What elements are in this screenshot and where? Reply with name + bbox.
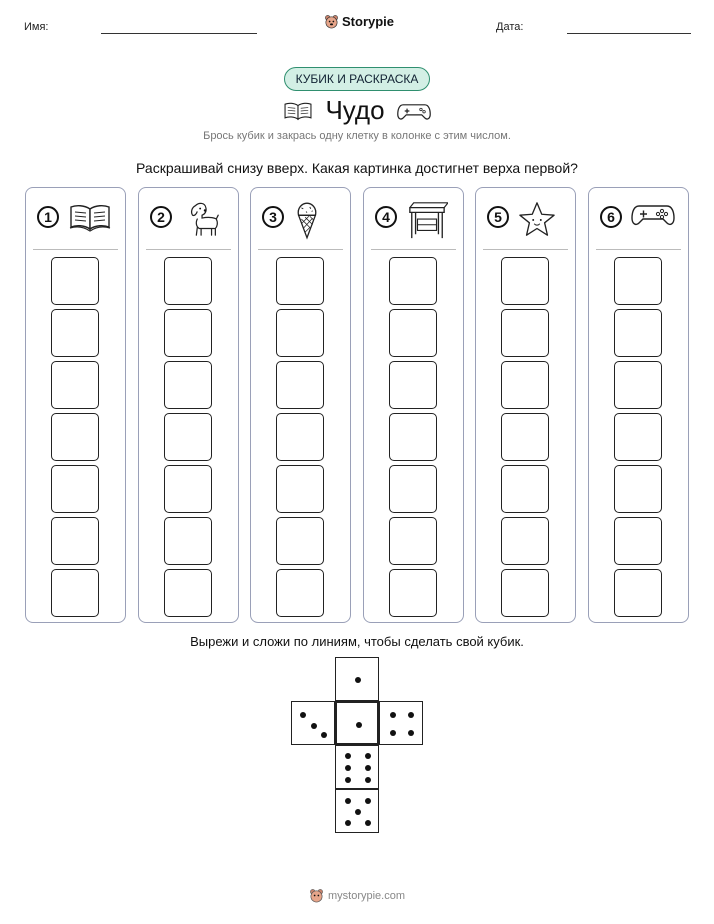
die-face-1 bbox=[335, 657, 379, 701]
color-cell[interactable] bbox=[276, 257, 324, 305]
column-divider bbox=[483, 249, 568, 250]
color-cell[interactable] bbox=[51, 465, 99, 513]
footer-url[interactable]: mystorypie.com bbox=[327, 889, 406, 902]
column-3 bbox=[250, 187, 351, 623]
column-divider bbox=[371, 249, 456, 250]
column-6 bbox=[588, 187, 689, 623]
die-pip bbox=[345, 765, 351, 771]
gamepad-icon bbox=[631, 200, 675, 236]
die-pip bbox=[390, 730, 396, 736]
book-icon bbox=[283, 100, 313, 122]
column-divider bbox=[258, 249, 343, 250]
column-divider bbox=[33, 249, 118, 250]
die-pip bbox=[345, 798, 351, 804]
column-number: 5 bbox=[487, 206, 509, 228]
gamepad-icon bbox=[397, 100, 431, 122]
column-header bbox=[251, 200, 350, 240]
column-header bbox=[476, 200, 575, 240]
column-2 bbox=[138, 187, 239, 623]
date-line[interactable] bbox=[567, 33, 691, 34]
color-cell[interactable] bbox=[51, 413, 99, 461]
color-cell[interactable] bbox=[164, 413, 212, 461]
storypie-logo bbox=[324, 14, 394, 29]
color-cell[interactable] bbox=[389, 517, 437, 565]
cut-instruction: Вырежи и сложи по линиям, чтобы сделать свой кубик. bbox=[190, 634, 524, 649]
color-cell[interactable] bbox=[276, 517, 324, 565]
desk-icon bbox=[406, 200, 450, 236]
color-cell[interactable] bbox=[276, 569, 324, 617]
color-cell[interactable] bbox=[389, 413, 437, 461]
color-cell[interactable] bbox=[164, 569, 212, 617]
title-row bbox=[0, 95, 714, 126]
die-pip bbox=[345, 777, 351, 783]
color-cell[interactable] bbox=[164, 361, 212, 409]
color-cell[interactable] bbox=[51, 361, 99, 409]
column-5 bbox=[475, 187, 576, 623]
color-cell[interactable] bbox=[501, 465, 549, 513]
dog-icon bbox=[181, 200, 225, 236]
column-1 bbox=[25, 187, 126, 623]
logo-text: Storypie bbox=[342, 14, 395, 29]
color-cell[interactable] bbox=[501, 517, 549, 565]
color-cell[interactable] bbox=[276, 309, 324, 357]
color-cell[interactable] bbox=[389, 361, 437, 409]
die-pip bbox=[365, 798, 371, 804]
color-cell[interactable] bbox=[614, 413, 662, 461]
name-line[interactable] bbox=[101, 33, 257, 34]
die-pip bbox=[300, 712, 306, 718]
die-pip bbox=[355, 809, 361, 815]
color-cell[interactable] bbox=[276, 361, 324, 409]
color-cell[interactable] bbox=[51, 257, 99, 305]
column-header bbox=[26, 200, 125, 240]
color-cell[interactable] bbox=[51, 517, 99, 565]
die-pip bbox=[311, 723, 317, 729]
column-number: 6 bbox=[600, 206, 622, 228]
die-face-4 bbox=[379, 701, 423, 745]
color-cell[interactable] bbox=[389, 465, 437, 513]
die-pip bbox=[345, 820, 351, 826]
color-cell[interactable] bbox=[501, 361, 549, 409]
die-pip bbox=[321, 732, 327, 738]
color-cell[interactable] bbox=[614, 569, 662, 617]
die-pip bbox=[408, 712, 414, 718]
date-label: Дата: bbox=[496, 21, 524, 33]
color-cell[interactable] bbox=[51, 569, 99, 617]
die-pip bbox=[345, 753, 351, 759]
die-pip bbox=[365, 820, 371, 826]
bear-icon bbox=[309, 888, 324, 903]
die-pip bbox=[408, 730, 414, 736]
die-face-5 bbox=[335, 789, 379, 833]
die-pip bbox=[365, 777, 371, 783]
die-face-1 bbox=[335, 701, 379, 745]
name-label: Имя: bbox=[24, 21, 49, 33]
color-cell[interactable] bbox=[164, 465, 212, 513]
color-cell[interactable] bbox=[389, 309, 437, 357]
footer bbox=[0, 888, 714, 903]
color-cell[interactable] bbox=[614, 517, 662, 565]
column-header bbox=[364, 200, 463, 240]
ice-cream-icon bbox=[293, 200, 337, 236]
column-4 bbox=[363, 187, 464, 623]
page-title: Чудо bbox=[325, 95, 385, 125]
die-pip bbox=[390, 712, 396, 718]
instruction: Раскрашивай снизу вверх. Какая картинка достигнет верха первой? bbox=[136, 160, 578, 176]
color-cell[interactable] bbox=[164, 309, 212, 357]
column-number: 2 bbox=[150, 206, 172, 228]
color-cell[interactable] bbox=[164, 257, 212, 305]
die-pip bbox=[365, 753, 371, 759]
die-pip bbox=[355, 677, 361, 683]
column-number: 4 bbox=[375, 206, 397, 228]
color-cell[interactable] bbox=[501, 257, 549, 305]
category-badge: КУБИК И РАСКРАСКА bbox=[284, 67, 430, 91]
column-header bbox=[589, 200, 688, 240]
bear-icon bbox=[324, 14, 339, 29]
subtitle: Брось кубик и закрась одну клетку в колонке с этим числом. bbox=[203, 130, 511, 142]
column-divider bbox=[146, 249, 231, 250]
column-divider bbox=[596, 249, 681, 250]
die-pip bbox=[356, 722, 362, 728]
color-cell[interactable] bbox=[276, 413, 324, 461]
color-cell[interactable] bbox=[614, 361, 662, 409]
color-cell[interactable] bbox=[501, 569, 549, 617]
star-icon bbox=[518, 200, 562, 236]
book-icon bbox=[68, 200, 112, 236]
color-cell[interactable] bbox=[614, 465, 662, 513]
color-cell[interactable] bbox=[389, 569, 437, 617]
color-cell[interactable] bbox=[51, 309, 99, 357]
color-cell[interactable] bbox=[164, 517, 212, 565]
die-face-6 bbox=[335, 745, 379, 789]
color-cell[interactable] bbox=[389, 257, 437, 305]
color-cell[interactable] bbox=[614, 309, 662, 357]
color-cell[interactable] bbox=[276, 465, 324, 513]
column-number: 3 bbox=[262, 206, 284, 228]
color-cell[interactable] bbox=[501, 413, 549, 461]
color-cell[interactable] bbox=[614, 257, 662, 305]
color-cell[interactable] bbox=[501, 309, 549, 357]
column-header bbox=[139, 200, 238, 240]
column-number: 1 bbox=[37, 206, 59, 228]
die-face-3 bbox=[291, 701, 335, 745]
die-pip bbox=[365, 765, 371, 771]
